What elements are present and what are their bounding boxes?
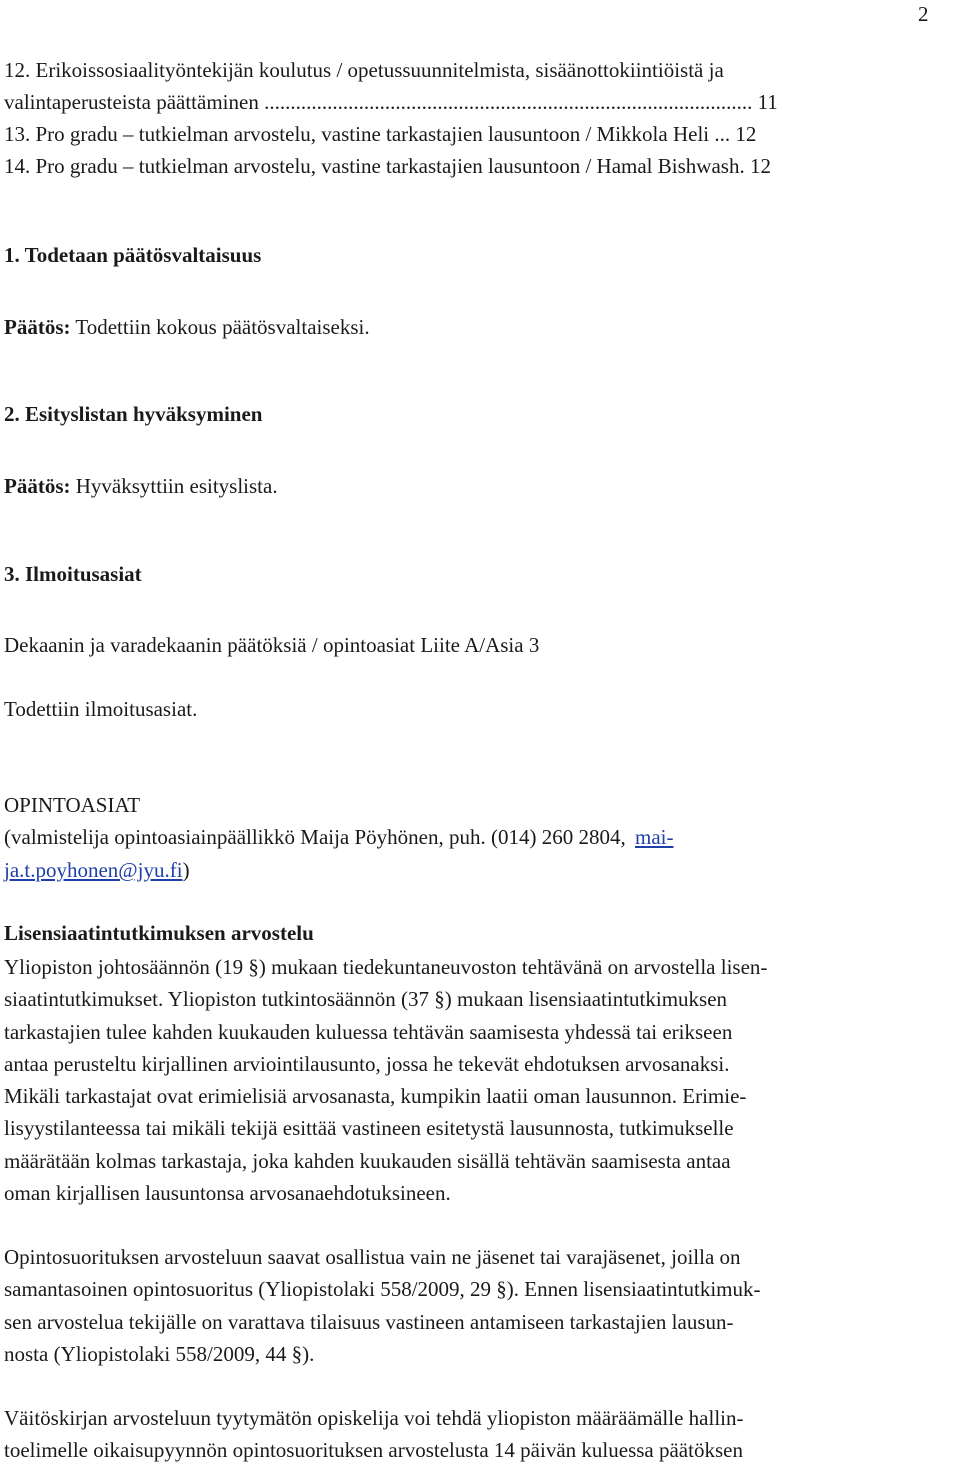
paragraph-line: oman kirjallisen lausuntonsa arvosanaehdotuksineen. (4, 1181, 451, 1206)
preparer-text: (valmistelija opintoasiainpäällikkö Maija Pöyhönen, puh. (014) 260 2804, (4, 825, 631, 849)
section-1-decision (4, 313, 370, 341)
opintoasiat-title: OPINTOASIAT (4, 793, 141, 817)
decision-text: Todettiin kokous päätösvaltaiseksi. (70, 315, 370, 339)
paragraph-line: tarkastajien tulee kahden kuukauden kuluessa tehtävän saamisesta yhdessä tai erikseen (4, 1019, 733, 1044)
paragraph-line: Opintosuorituksen arvosteluun saavat osallistua vain ne jäsenet tai varajäsenet, joilla on (4, 1245, 741, 1269)
preparer-line-cont (4, 856, 190, 884)
preparer-close: ) (182, 858, 190, 882)
decision-text: Hyväksyttiin esityslista. (70, 474, 278, 498)
licentiate-paragraph-1 (4, 951, 956, 1209)
email-link-cont[interactable]: ja.t.poyhonen@jyu.fi (4, 858, 183, 882)
paragraph-line: siaatintutkimukset. Yliopiston tutkintosäännön (37 §) mukaan lisensiaatintutkimuksen (4, 987, 728, 1012)
paragraph-line: toelimelle oikaisupyynnön opintosuorituksen arvostelusta 14 päivän kuluessa päätöksen (4, 1438, 743, 1463)
toc-item-13: 13. Pro gradu – tutkielman arvostelu, vastine tarkastajien lausuntoon / Mikkola Heli ... 12 (4, 122, 757, 146)
paragraph-line: sen arvostelua tekijälle on varattava tilaisuus vastineen antamiseen tarkastajien lausun- (4, 1309, 734, 1334)
toc-item-14: 14. Pro gradu – tutkielman arvostelu, vastine tarkastajien lausuntoon / Hamal Bishwash. 12 (4, 154, 771, 178)
paragraph-line: määrätään kolmas tarkastaja, joka kahden kuukauden sisällä tehtävän saamisesta antaa (4, 1148, 731, 1173)
toc-item-12: 12. Erikoissosiaalityöntekijän koulutus / opetussuunnitelmista, sisäänottokiintiöistä ja (4, 58, 724, 82)
section-3-heading: 3. Ilmoitusasiat (4, 562, 142, 586)
paragraph-line: nosta (Yliopistolaki 558/2009, 44 §). (4, 1341, 315, 1366)
announcement-line: Dekaanin ja varadekaanin päätöksiä / opintoasiat Liite A/Asia 3 (4, 633, 540, 657)
licentiate-paragraph-3 (4, 1402, 956, 1467)
section-1-heading: 1. Todetaan päätösvaltaisuus (4, 243, 262, 267)
paragraph-line: Mikäli tarkastajat ovat erimielisiä arvosanasta, kumpikin laatii oman lausunnon. Erimie- (4, 1084, 747, 1109)
licentiate-paragraph-2 (4, 1241, 956, 1370)
toc-item-12-cont: valintaperusteista päättäminen ............................................................................................. 11 (4, 90, 778, 114)
paragraph-line: samantasoinen opintosuoritus (Yliopistolaki 558/2009, 29 §). Ennen lisensiaatintutkimuk- (4, 1277, 761, 1302)
section-2-decision (4, 472, 278, 500)
section-2-heading: 2. Esityslistan hyväksyminen (4, 402, 263, 426)
decision-label: Päätös: (4, 474, 71, 498)
paragraph-line: Väitöskirjan arvosteluun tyytymätön opiskelija voi tehdä yliopiston määräämälle hallin- (4, 1406, 744, 1430)
licentiate-heading: Lisensiaatintutkimuksen arvostelu (4, 921, 314, 945)
paragraph-line: lisyystilanteessa tai mikäli tekijä esittää vastineen esitetystä lausunnosta, tutkimukselle (4, 1116, 734, 1141)
paragraph-line: antaa perusteltu kirjallinen arviointilausunto, jossa he tekevät ehdotuksen arvosanaksi. (4, 1051, 730, 1076)
decision-label: Päätös: (4, 315, 71, 339)
paragraph-line: Yliopiston johtosäännön (19 §) mukaan tiedekuntaneuvoston tehtävänä on arvostella lisen- (4, 955, 768, 979)
email-link[interactable]: mai- (635, 825, 674, 849)
preparer-line (4, 823, 673, 851)
announcement-decision: Todettiin ilmoitusasiat. (4, 697, 198, 721)
page-number: 2 (918, 2, 929, 26)
